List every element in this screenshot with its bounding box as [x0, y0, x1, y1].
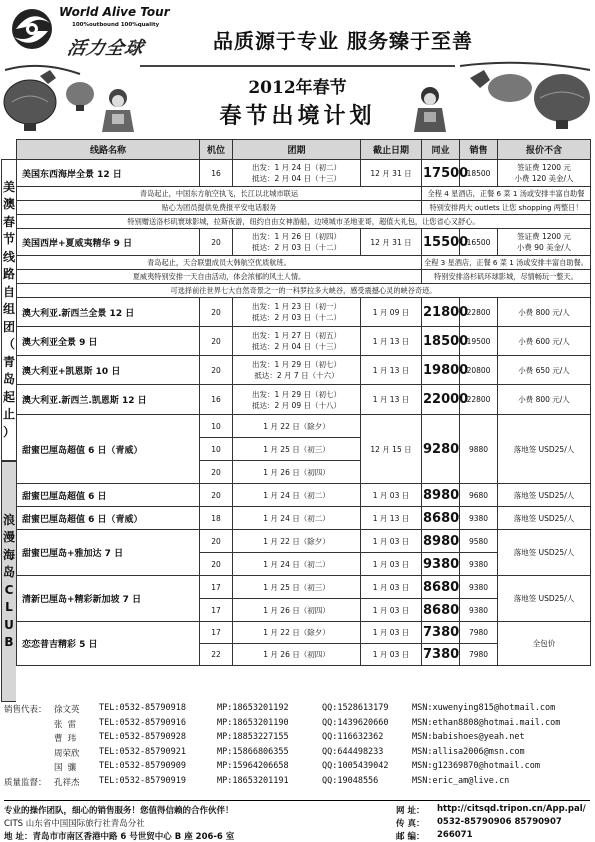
contact-name: 国 骧 [54, 763, 77, 774]
peer-price: 8980 [422, 530, 460, 553]
note: 特别安排两大 outlets 让您 shopping 两整日！ [422, 201, 591, 215]
tour-date: 1 月 24 日（初二） [233, 484, 361, 507]
route-name: 美国西岸+夏威夷精华 9 日 [17, 229, 200, 256]
sale-price: 18500 [460, 160, 498, 187]
deadline: 1 月 13 日 [361, 356, 422, 385]
seats: 20 [200, 530, 233, 553]
route-name: 甜蜜巴厘岛超值 6 日（青威） [17, 415, 200, 484]
contact-mp: MP:15866806355 [217, 746, 289, 757]
deadline: 1 月 09 日 [361, 298, 422, 327]
address: 地 址：青岛市市南区香港中路 6 号世贸中心 B 座 206-6 室 [4, 832, 235, 842]
excluded-fees [498, 160, 591, 187]
table-row [17, 298, 591, 327]
visa-fee: 签证费 1200 元 [517, 232, 571, 241]
brand-logo [6, 3, 186, 59]
tour-dates [233, 160, 361, 187]
deadline: 1 月 03 日 [361, 599, 422, 622]
depart-date: 出发：1 月 26 日（初四） [252, 232, 341, 241]
section-label-char: 岛 [2, 372, 15, 387]
contact-qq: QQ:1528613179 [322, 703, 389, 713]
section-label-char: 美 [2, 179, 15, 194]
visa-fee: 签证费 1200 元 [517, 163, 571, 172]
zip-code: 266071 [437, 830, 473, 840]
deadline: 1 月 13 日 [361, 327, 422, 356]
contact-name: 周荣欣 [54, 748, 80, 759]
contact-qq: QQ:1005439042 [322, 761, 389, 772]
note: 特别安排洛杉矶环球影城，尽情畅玩一整天。 [422, 270, 591, 284]
sale-price: 20800 [460, 356, 498, 385]
sale-price: 22800 [460, 385, 498, 415]
company-name: CITS 山东省中国国际旅行社青岛分社 [4, 819, 145, 829]
price-table [16, 139, 591, 666]
peer-price: 15500 [422, 229, 460, 256]
col-header: 截止日期 [361, 140, 422, 160]
route-name: 澳大利亚全景 9 日 [17, 327, 200, 356]
footer [4, 800, 590, 842]
route-name: 澳大利亚+凯恩斯 10 日 [17, 356, 200, 385]
peer-price: 18500 [422, 327, 460, 356]
sale-price: 9380 [460, 553, 498, 576]
excluded-fees: 小费 800 元/人 [498, 298, 591, 327]
peer-price: 9380 [422, 553, 460, 576]
contact-mp: MP:18853227155 [217, 732, 289, 743]
note: 青岛起止，中国东方航空执飞，长江以北城市联运 [17, 187, 422, 201]
note: 特别赠送洛杉矶寰球影城，拉斯夜游，纽约自由女神游船，边境城市圣地亚哥，超值大礼包，让您省心又舒心。 [17, 215, 591, 229]
table-row [17, 530, 591, 553]
swirl-logo-icon [6, 3, 60, 55]
deadline: 1 月 03 日 [361, 622, 422, 644]
slogan: 品质源于专业 服务臻于至善 [213, 29, 473, 53]
deadline: 1 月 03 日 [361, 553, 422, 576]
excluded-fees: 小费 600 元/人 [498, 327, 591, 356]
excluded-fees: 落地签 USD25/人 [498, 507, 591, 530]
col-header: 报价不含 [498, 140, 591, 160]
peer-price: 8680 [422, 576, 460, 599]
arrive-date: 抵达：2 月 03 日（十二） [252, 243, 341, 252]
table-row [17, 507, 591, 530]
contact-mp: MP:18653201190 [217, 717, 289, 728]
contact-msn[interactable]: MSN:eric_am@live.cn [412, 775, 510, 786]
sales-contact-row [4, 776, 590, 791]
deadline: 12 月 31 日 [361, 229, 422, 256]
contact-role: 质量监督： [4, 777, 47, 788]
contact-tel: TEL:0532-85790916 [99, 717, 186, 728]
deadline: 1 月 13 日 [361, 385, 422, 415]
tour-date: 1 月 25 日（初三） [233, 576, 361, 599]
seats: 20 [200, 356, 233, 385]
peer-price: 7380 [422, 644, 460, 666]
contact-msn[interactable]: MSN:allisa2006@msn.com [412, 746, 525, 757]
excluded-fees [498, 229, 591, 256]
table-row [17, 160, 591, 187]
section-label-char: 漫 [2, 530, 15, 544]
page-title-year: 2012年春节 [248, 78, 347, 98]
tour-date: 1 月 22 日（除夕） [233, 622, 361, 644]
sale-price: 22800 [460, 298, 498, 327]
excluded-fees: 落地签 USD25/人 [498, 484, 591, 507]
contact-tel: TEL:0532-85790918 [99, 703, 186, 713]
seats: 20 [200, 461, 233, 484]
seats: 18 [200, 507, 233, 530]
website-link[interactable]: http://citsqd.tripon.cn/App.pal/ [437, 804, 586, 814]
sale-price: 9380 [460, 599, 498, 622]
contact-role: 销售代表： [4, 705, 47, 715]
tour-date: 1 月 26 日（初四） [233, 461, 361, 484]
section-label-char: 春 [2, 214, 15, 229]
contact-mp: MP:18653201192 [217, 703, 289, 713]
seats: 17 [200, 576, 233, 599]
title-banner [140, 65, 455, 131]
section-label-char: 节 [2, 232, 15, 247]
table-row [17, 327, 591, 356]
section-label-char: L [5, 600, 13, 614]
contact-name: 曹 玮 [54, 734, 77, 745]
table-row [17, 385, 591, 415]
tour-date: 1 月 25 日（初三） [233, 438, 361, 461]
sales-contact-row [4, 703, 590, 718]
fax-label: 传 真： [396, 819, 425, 829]
sale-price: 7980 [460, 644, 498, 666]
seats: 20 [200, 484, 233, 507]
col-header: 机位 [200, 140, 233, 160]
depart-date: 出发：1 月 24 日（初二） [252, 163, 341, 172]
section-label-char: 起 [2, 389, 15, 404]
note: 青岛起止，天合联盟成员大韩航空优质航班。 [17, 256, 422, 270]
sale-price: 9680 [460, 484, 498, 507]
deadline: 12 月 31 日 [361, 160, 422, 187]
note: 全程 4 星酒店，正餐 6 菜 1 汤或安排丰富自助餐 [422, 187, 591, 201]
seats: 16 [200, 160, 233, 187]
contact-name: 孔祥杰 [54, 777, 80, 788]
peer-price: 22000 [422, 385, 460, 415]
arrive-date: 抵达：2 月 04 日（十三） [252, 174, 341, 183]
tour-dates [233, 327, 361, 356]
contact-msn[interactable]: MSN:babishoes@yeah.net [412, 732, 525, 743]
brand-name-en: World Alive Tour [59, 5, 170, 19]
deadline: 12 月 15 日 [361, 415, 422, 484]
contact-msn[interactable]: MSN:ethan8808@hotmai.mail.com [412, 717, 561, 728]
route-name: 清新巴厘岛+精彩新加坡 7 日 [17, 576, 200, 622]
col-header: 团期 [233, 140, 361, 160]
brand-tagline: 100%outbound 100%quality [72, 22, 160, 28]
seats: 17 [200, 622, 233, 644]
col-header: 线路名称 [17, 140, 200, 160]
excluded-fees: 落地签 USD25/人 [498, 530, 591, 576]
contact-qq: QQ:19048556 [322, 775, 379, 786]
section-label-us-au [1, 159, 16, 461]
note: 全程 3 星酒店，正餐 6 菜 1 汤或安排丰富自助餐。 [422, 256, 591, 270]
seats: 20 [200, 298, 233, 327]
section-label-char: 岛 [2, 565, 15, 579]
contact-qq: QQ:644498233 [322, 746, 384, 757]
brand-name-cn: 活力全球 [65, 38, 146, 59]
route-name: 恋恋普吉精彩 5 日 [17, 622, 200, 666]
section-label-char: 自 [2, 284, 15, 299]
sales-contact-row [4, 718, 590, 733]
section-label-char: 组 [2, 302, 15, 317]
section-label-char: （ [2, 337, 15, 352]
seats: 10 [200, 415, 233, 438]
peer-price: 8680 [422, 507, 460, 530]
route-name: 甜蜜巴厘岛超值 6 日 [17, 484, 200, 507]
tour-dates [233, 385, 361, 415]
col-header: 销售 [460, 140, 498, 160]
seats: 22 [200, 644, 233, 666]
section-label-char: 路 [2, 267, 15, 282]
sale-price: 16500 [460, 229, 498, 256]
table-row [17, 576, 591, 599]
deadline: 1 月 03 日 [361, 484, 422, 507]
sale-price: 9880 [460, 415, 498, 484]
tour-date: 1 月 24 日（初二） [233, 553, 361, 576]
section-label-char: 浪 [2, 512, 15, 527]
zip-label: 邮 编： [396, 832, 425, 842]
arrive-date: 抵达：2 月 04 日（十三） [252, 342, 341, 351]
sale-price: 9380 [460, 507, 498, 530]
fax-number: 0532-85790906 85790907 [437, 817, 562, 827]
arrive-date: 抵达：2 月 7 日（十六） [254, 371, 339, 380]
tour-date: 1 月 24 日（初二） [233, 507, 361, 530]
contact-tel: TEL:0532-85790909 [99, 761, 186, 772]
tour-date: 1 月 26 日（初四） [233, 644, 361, 666]
motto: 专业的操作团队，细心的销售服务！您值得信赖的合作伙伴！ [4, 806, 234, 816]
contact-mp: MP:18653201191 [217, 775, 289, 786]
route-name: 澳大利亚.新西兰.凯恩斯 12 日 [17, 385, 200, 415]
table-row [17, 622, 591, 644]
seats: 20 [200, 553, 233, 576]
tour-date: 1 月 22 日（除夕） [233, 415, 361, 438]
depart-date: 出发：1 月 29 日（初七） [252, 389, 341, 399]
note: 可选择前往世界七大自然奇景之一的一科罗拉多大峡谷，感受震撼心灵的峡谷奇迹。 [17, 284, 591, 298]
sales-contacts [4, 703, 590, 791]
seats: 20 [200, 327, 233, 356]
section-label-char: C [4, 582, 14, 597]
section-label-char: 线 [2, 249, 15, 264]
contact-tel: TEL:0532-85790928 [99, 732, 186, 743]
contact-mp: MP:15964206658 [217, 761, 289, 772]
contact-name: 徐文英 [54, 705, 80, 715]
table-row [17, 356, 591, 385]
contact-tel: TEL:0532-85790921 [99, 746, 186, 757]
child-figure-left-icon [98, 88, 138, 134]
contact-msn[interactable]: MSN:xuwenying815@hotmail.com [412, 703, 556, 713]
website-label: 网 址： [396, 806, 425, 816]
sale-price: 9380 [460, 576, 498, 599]
table-row [17, 229, 591, 256]
depart-date: 出发：1 月 27 日（初五） [252, 331, 341, 340]
peer-price: 17500 [422, 160, 460, 187]
section-label-char: 澳 [2, 197, 15, 212]
sale-price: 7980 [460, 622, 498, 644]
seats: 17 [200, 599, 233, 622]
contact-tel: TEL:0532-85790919 [99, 775, 186, 786]
contact-msn[interactable]: MSN:g12369870@hotmail.com [412, 761, 540, 772]
sales-contact-row [4, 761, 590, 776]
route-name: 美国东西海岸全景 12 日 [17, 160, 200, 187]
section-label-char: ） [2, 424, 15, 439]
col-header: 同业 [422, 140, 460, 160]
seats: 20 [200, 229, 233, 256]
excluded-fees: 落地签 USD25/人 [498, 415, 591, 484]
tour-date: 1 月 26 日（初四） [233, 599, 361, 622]
route-name: 甜蜜巴厘岛+雅加达 7 日 [17, 530, 200, 576]
tour-dates [233, 229, 361, 256]
lantern-right-icon [450, 58, 595, 134]
seats: 10 [200, 438, 233, 461]
table-row [17, 415, 591, 438]
contact-name: 张 雷 [54, 719, 77, 730]
seats: 16 [200, 385, 233, 415]
peer-price: 7380 [422, 622, 460, 644]
depart-date: 出发：1 月 29 日（初七） [252, 360, 341, 369]
deadline: 1 月 03 日 [361, 644, 422, 666]
excluded-fees: 小费 800 元/人 [498, 385, 591, 415]
excluded-fees: 小费 650 元/人 [498, 356, 591, 385]
section-label-char: 青 [2, 354, 15, 369]
peer-price: 8980 [422, 484, 460, 507]
note: 贴心为团员提供免费报平安电话服务 [17, 201, 422, 215]
page-title: 春节出境计划 [219, 103, 376, 129]
deadline: 1 月 13 日 [361, 507, 422, 530]
arrive-date: 抵达：2 月 03 日（十二） [252, 313, 341, 322]
contact-qq: QQ:1439620660 [322, 717, 389, 728]
peer-price: 9280 [422, 415, 460, 484]
contact-qq: QQ:116632362 [322, 732, 384, 743]
section-label-char: 海 [2, 547, 15, 562]
peer-price: 8680 [422, 599, 460, 622]
peer-price: 19800 [422, 356, 460, 385]
section-label-char: 止 [2, 407, 15, 422]
excluded-fees: 落地签 USD25/人 [498, 576, 591, 622]
table-row [17, 484, 591, 507]
sales-contact-row [4, 732, 590, 747]
sale-price: 9580 [460, 530, 498, 553]
section-label-char: B [4, 635, 14, 649]
tour-date: 1 月 22 日（除夕） [233, 530, 361, 553]
excluded-fees: 全包价 [498, 622, 591, 666]
deadline: 1 月 03 日 [361, 530, 422, 553]
peer-price: 21800 [422, 298, 460, 327]
header [0, 0, 595, 133]
route-name: 甜蜜巴厘岛超值 6 日（青威） [17, 507, 200, 530]
sale-price: 19500 [460, 327, 498, 356]
deadline: 1 月 03 日 [361, 576, 422, 599]
section-label-island [1, 461, 16, 702]
section-label-char: U [4, 617, 14, 632]
tip-fee: 小费 120 美金/人 [514, 174, 574, 183]
tour-dates [233, 356, 361, 385]
tour-dates [233, 298, 361, 327]
route-name: 澳大利亚.新西兰全景 12 日 [17, 298, 200, 327]
section-label-char: 团 [2, 319, 15, 334]
note: 夏威夷特别安排一天自由活动，体会浓郁的风土人情。 [17, 270, 422, 284]
tip-fee: 小费 90 美金/人 [516, 243, 572, 252]
arrive-date: 抵达：2 月 09 日（十八） [252, 400, 341, 410]
sales-contact-row [4, 747, 590, 762]
depart-date: 出发：1 月 23 日（初一） [252, 302, 341, 311]
table-header-row [17, 140, 591, 160]
